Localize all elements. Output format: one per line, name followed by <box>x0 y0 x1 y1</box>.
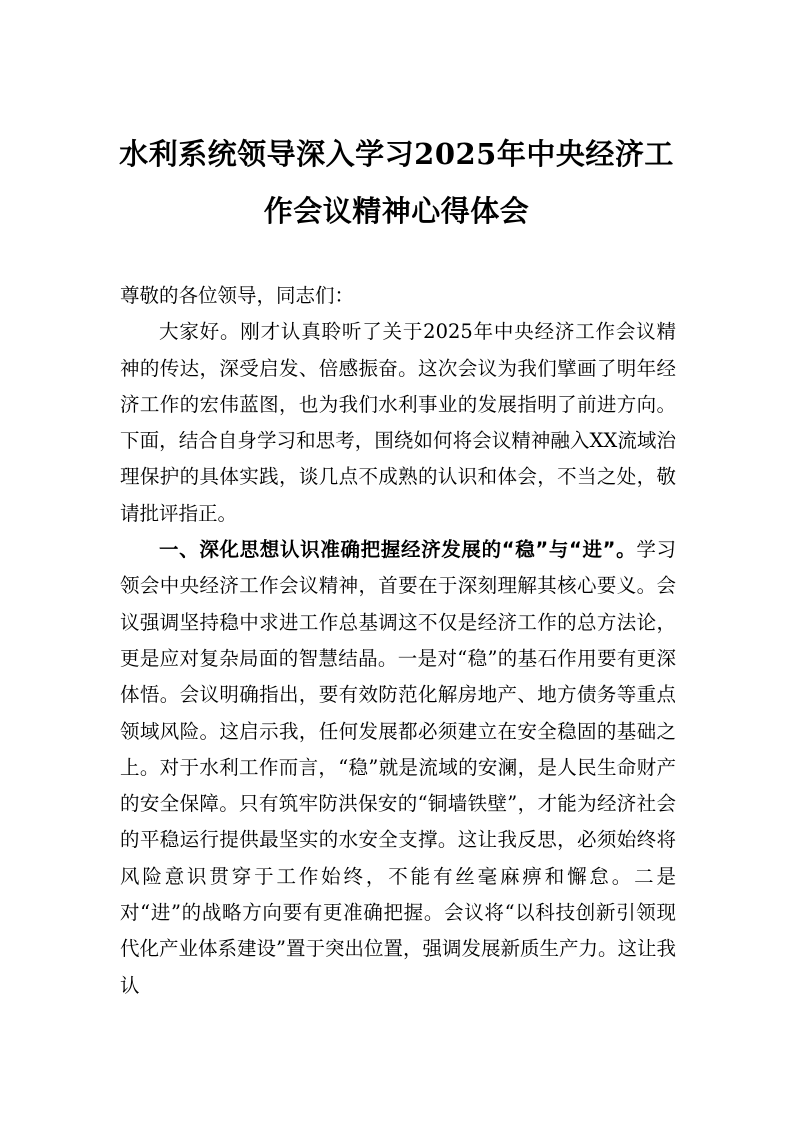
section-1-paragraph <box>120 532 676 1004</box>
document-title-line-2: 作会议精神心得体会 <box>263 194 530 228</box>
document-title-line-1: 水利系统领导深入学习2025年中央经济工 <box>119 137 674 171</box>
intro-paragraph: 大家好。刚才认真聆听了关于2025年中央经济工作会议精神的传达，深受启发、倍感振奋。这次会议为我们擘画了明年经济工作的宏伟蓝图，也为我们水利事业的发展指明了前进方向。下面，结合自身学习和思考，围绕如何将会议精神融入XX流域治理保护的具体实践，谈几点不成熟的认识和体会，不当之处，敬请批评指正。 <box>120 320 676 525</box>
section-1-heading: 一、深化思想认识准确把握经济发展的“稳”与“进”。 <box>159 538 637 562</box>
section-1-body: 学习领会中央经济工作会议精神，首要在于深刻理解其核心要义。会议强调坚持稳中求进工作总基调这不仅是经济工作的总方法论，更是应对复杂局面的智慧结晶。一是对“稳”的基石作用要有更深体悟。会议明确指出，要有效防范化解房地产、地方债务等重点领域风险。这启示我，任何发展都必须建立在安全稳固的基础之上。对于水利工作而言，“稳”就是流域的安澜，是人民生命财产的安全保障。只有筑牢防洪保安的“铜墙铁壁”，才能为经济社会的平稳运行提供最坚实的水安全支撑。这让我反思，必须始终将风险意识贯穿于工作始终，不能有丝毫麻痹和懈怠。二是对“进”的战略方向要有更准确把握。会议将“以科技创新引领现代化产业体系建设”置于突出位置，强调发展新质生产力。这让我认 <box>120 538 676 997</box>
document-body <box>120 278 676 1004</box>
salutation: 尊敬的各位领导，同志们： <box>120 284 355 307</box>
